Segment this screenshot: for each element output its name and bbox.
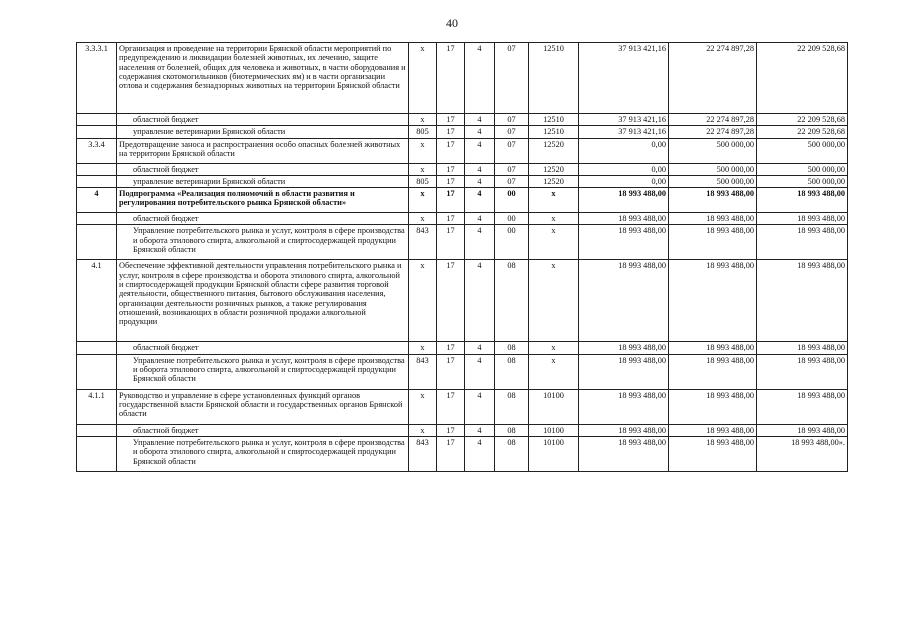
cell-grbs: x xyxy=(409,163,437,175)
cell-code-2: 4 xyxy=(465,225,495,260)
cell-code-4: x xyxy=(529,225,579,260)
cell-code-3: 00 xyxy=(495,188,529,213)
cell-amount-2: 18 993 488,00 xyxy=(669,389,757,424)
cell-name: областной бюджет xyxy=(117,213,409,225)
cell-code-2: 4 xyxy=(465,163,495,175)
cell-amount-1: 18 993 488,00 xyxy=(579,436,669,471)
cell-number xyxy=(77,163,117,175)
cell-amount-1: 0,00 xyxy=(579,163,669,175)
cell-amount-3: 18 993 488,00 xyxy=(757,225,848,260)
cell-amount-2: 18 993 488,00 xyxy=(669,424,757,436)
cell-amount-2: 18 993 488,00 xyxy=(669,342,757,354)
cell-grbs: x xyxy=(409,260,437,342)
cell-code-2: 4 xyxy=(465,126,495,138)
cell-amount-1: 18 993 488,00 xyxy=(579,213,669,225)
cell-amount-1: 0,00 xyxy=(579,175,669,187)
cell-amount-2: 18 993 488,00 xyxy=(669,188,757,213)
cell-amount-1: 0,00 xyxy=(579,138,669,163)
subprogram-row xyxy=(77,188,848,213)
cell-amount-3: 18 993 488,00 xyxy=(757,188,848,213)
cell-code-4: 12520 xyxy=(529,175,579,187)
cell-code-1: 17 xyxy=(437,354,465,389)
cell-code-2: 4 xyxy=(465,43,495,114)
cell-code-2: 4 xyxy=(465,354,495,389)
budget-source-row xyxy=(77,424,848,436)
measure-row xyxy=(77,389,848,424)
cell-amount-3: 18 993 488,00 xyxy=(757,213,848,225)
cell-code-1: 17 xyxy=(437,424,465,436)
cell-name: областной бюджет xyxy=(117,342,409,354)
cell-name: Обеспечение эффективной деятельности управления потребительского рынка и услуг, контроля в сфере производства и оборота этилового спирта, алкогольной и спиртосодержащей продукции Брянской области сфере развития торговой деятельности, общественного питания, бытового обслуживания населения, организации деятельности розничных рынков, а также регулирования отношений, возникающих в области розничной продажи алкогольной продукции xyxy=(117,260,409,342)
cell-code-1: 17 xyxy=(437,188,465,213)
cell-name: Предотвращение заноса и распространения особо опасных болезней животных на территории Брянской области xyxy=(117,138,409,163)
cell-grbs: 843 xyxy=(409,354,437,389)
cell-amount-2: 22 274 897,28 xyxy=(669,126,757,138)
cell-amount-1: 37 913 421,16 xyxy=(579,114,669,126)
cell-code-2: 4 xyxy=(465,114,495,126)
cell-code-3: 07 xyxy=(495,175,529,187)
cell-amount-1: 18 993 488,00 xyxy=(579,260,669,342)
cell-code-4: 12510 xyxy=(529,114,579,126)
cell-amount-1: 37 913 421,16 xyxy=(579,126,669,138)
cell-grbs: 843 xyxy=(409,225,437,260)
cell-name: областной бюджет xyxy=(117,163,409,175)
cell-code-3: 07 xyxy=(495,138,529,163)
executor-row xyxy=(77,225,848,260)
cell-code-1: 17 xyxy=(437,43,465,114)
cell-amount-3: 18 993 488,00 xyxy=(757,354,848,389)
cell-code-1: 17 xyxy=(437,175,465,187)
cell-name: областной бюджет xyxy=(117,424,409,436)
cell-grbs: x xyxy=(409,424,437,436)
cell-amount-2: 22 274 897,28 xyxy=(669,114,757,126)
cell-name: управление ветеринарии Брянской области xyxy=(117,175,409,187)
cell-code-1: 17 xyxy=(437,389,465,424)
cell-number: 4.1 xyxy=(77,260,117,342)
cell-amount-2: 500 000,00 xyxy=(669,138,757,163)
cell-code-2: 4 xyxy=(465,389,495,424)
cell-code-3: 08 xyxy=(495,260,529,342)
cell-grbs: x xyxy=(409,213,437,225)
cell-name: Руководство и управление в сфере установленных функций органов государственной власти Брянской области и государственных органов Брянской области xyxy=(117,389,409,424)
cell-code-1: 17 xyxy=(437,138,465,163)
cell-code-1: 17 xyxy=(437,260,465,342)
cell-grbs: x xyxy=(409,114,437,126)
budget-source-row xyxy=(77,213,848,225)
cell-code-2: 4 xyxy=(465,424,495,436)
measure-row xyxy=(77,138,848,163)
executor-row xyxy=(77,175,848,187)
cell-amount-3: 18 993 488,00 xyxy=(757,342,848,354)
cell-amount-2: 500 000,00 xyxy=(669,175,757,187)
cell-amount-3: 22 209 528,68 xyxy=(757,126,848,138)
cell-number: 3.3.3.1 xyxy=(77,43,117,114)
cell-code-4: x xyxy=(529,188,579,213)
cell-code-4: x xyxy=(529,342,579,354)
cell-amount-1: 18 993 488,00 xyxy=(579,342,669,354)
cell-code-3: 08 xyxy=(495,389,529,424)
cell-code-3: 00 xyxy=(495,213,529,225)
cell-code-2: 4 xyxy=(465,213,495,225)
cell-number xyxy=(77,126,117,138)
cell-amount-2: 18 993 488,00 xyxy=(669,436,757,471)
cell-amount-3: 500 000,00 xyxy=(757,175,848,187)
cell-name: Управление потребительского рынка и услуг, контроля в сфере производства и оборота этилового спирта, алкогольной и спиртосодержащей продукции Брянской области xyxy=(117,436,409,471)
cell-code-4: 12510 xyxy=(529,43,579,114)
cell-code-1: 17 xyxy=(437,342,465,354)
cell-code-4: 10100 xyxy=(529,389,579,424)
cell-code-1: 17 xyxy=(437,114,465,126)
cell-code-3: 08 xyxy=(495,424,529,436)
cell-amount-3: 18 993 488,00 xyxy=(757,424,848,436)
cell-code-3: 08 xyxy=(495,436,529,471)
budget-table xyxy=(76,42,848,472)
cell-code-2: 4 xyxy=(465,138,495,163)
cell-code-1: 17 xyxy=(437,126,465,138)
cell-grbs: x xyxy=(409,389,437,424)
cell-code-4: 10100 xyxy=(529,436,579,471)
budget-source-row xyxy=(77,342,848,354)
cell-number xyxy=(77,354,117,389)
budget-source-row xyxy=(77,163,848,175)
cell-code-4: x xyxy=(529,213,579,225)
cell-grbs: x xyxy=(409,43,437,114)
cell-number: 4 xyxy=(77,188,117,213)
cell-grbs: 805 xyxy=(409,175,437,187)
cell-name: Подпрограмма «Реализация полномочий в области развития и регулирования потребительского рынка Брянской области» xyxy=(117,188,409,213)
cell-code-1: 17 xyxy=(437,225,465,260)
cell-number: 3.3.4 xyxy=(77,138,117,163)
cell-number xyxy=(77,424,117,436)
cell-amount-1: 18 993 488,00 xyxy=(579,188,669,213)
cell-amount-3: 500 000,00 xyxy=(757,138,848,163)
cell-name: Организация и проведение на территории Брянской области мероприятий по предупреждению и ликвидации болезней животных, их лечению, защите населения от болезней, общих для человека и животных, в части оборудования и содержания скотомогильников (биотермических ям) и в части организации отлова и содержания безнадзорных животных на территории Брянской области xyxy=(117,43,409,114)
cell-code-1: 17 xyxy=(437,436,465,471)
executor-row xyxy=(77,354,848,389)
cell-number xyxy=(77,114,117,126)
cell-code-2: 4 xyxy=(465,188,495,213)
cell-amount-1: 18 993 488,00 xyxy=(579,389,669,424)
executor-row xyxy=(77,126,848,138)
cell-amount-3: 22 209 528,68 xyxy=(757,43,848,114)
cell-name: Управление потребительского рынка и услуг, контроля в сфере производства и оборота этилового спирта, алкогольной и спиртосодержащей продукции Брянской области xyxy=(117,354,409,389)
cell-code-1: 17 xyxy=(437,163,465,175)
cell-code-4: 10100 xyxy=(529,424,579,436)
cell-grbs: 805 xyxy=(409,126,437,138)
cell-grbs: x xyxy=(409,138,437,163)
cell-number xyxy=(77,225,117,260)
cell-grbs: 843 xyxy=(409,436,437,471)
cell-number xyxy=(77,342,117,354)
cell-number xyxy=(77,213,117,225)
cell-code-4: 12520 xyxy=(529,163,579,175)
cell-amount-3: 18 993 488,00». xyxy=(757,436,848,471)
cell-amount-3: 18 993 488,00 xyxy=(757,389,848,424)
cell-code-1: 17 xyxy=(437,213,465,225)
cell-amount-2: 500 000,00 xyxy=(669,163,757,175)
cell-amount-2: 22 274 897,28 xyxy=(669,43,757,114)
cell-number xyxy=(77,436,117,471)
cell-number xyxy=(77,175,117,187)
cell-amount-3: 18 993 488,00 xyxy=(757,260,848,342)
cell-amount-1: 37 913 421,16 xyxy=(579,43,669,114)
cell-name: областной бюджет xyxy=(117,114,409,126)
cell-code-3: 00 xyxy=(495,225,529,260)
table-body xyxy=(77,43,848,472)
cell-code-3: 07 xyxy=(495,163,529,175)
cell-amount-1: 18 993 488,00 xyxy=(579,225,669,260)
cell-amount-1: 18 993 488,00 xyxy=(579,424,669,436)
cell-code-3: 08 xyxy=(495,342,529,354)
cell-amount-2: 18 993 488,00 xyxy=(669,260,757,342)
cell-code-2: 4 xyxy=(465,436,495,471)
cell-amount-3: 22 209 528,68 xyxy=(757,114,848,126)
cell-code-4: x xyxy=(529,260,579,342)
page-number: 40 xyxy=(446,16,458,30)
cell-number: 4.1.1 xyxy=(77,389,117,424)
cell-amount-2: 18 993 488,00 xyxy=(669,354,757,389)
cell-grbs: x xyxy=(409,342,437,354)
cell-code-2: 4 xyxy=(465,342,495,354)
cell-name: управление ветеринарии Брянской области xyxy=(117,126,409,138)
cell-code-2: 4 xyxy=(465,175,495,187)
cell-name: Управление потребительского рынка и услуг, контроля в сфере производства и оборота этилового спирта, алкогольной и спиртосодержащей продукции Брянской области xyxy=(117,225,409,260)
cell-code-3: 07 xyxy=(495,126,529,138)
cell-code-3: 07 xyxy=(495,114,529,126)
cell-amount-3: 500 000,00 xyxy=(757,163,848,175)
cell-code-3: 08 xyxy=(495,354,529,389)
cell-code-4: x xyxy=(529,354,579,389)
executor-row xyxy=(77,436,848,471)
cell-grbs: x xyxy=(409,188,437,213)
cell-code-4: 12520 xyxy=(529,138,579,163)
cell-code-2: 4 xyxy=(465,260,495,342)
measure-row xyxy=(77,260,848,342)
budget-source-row xyxy=(77,114,848,126)
measure-row xyxy=(77,43,848,114)
cell-amount-1: 18 993 488,00 xyxy=(579,354,669,389)
cell-code-3: 07 xyxy=(495,43,529,114)
cell-amount-2: 18 993 488,00 xyxy=(669,225,757,260)
cell-amount-2: 18 993 488,00 xyxy=(669,213,757,225)
cell-code-4: 12510 xyxy=(529,126,579,138)
